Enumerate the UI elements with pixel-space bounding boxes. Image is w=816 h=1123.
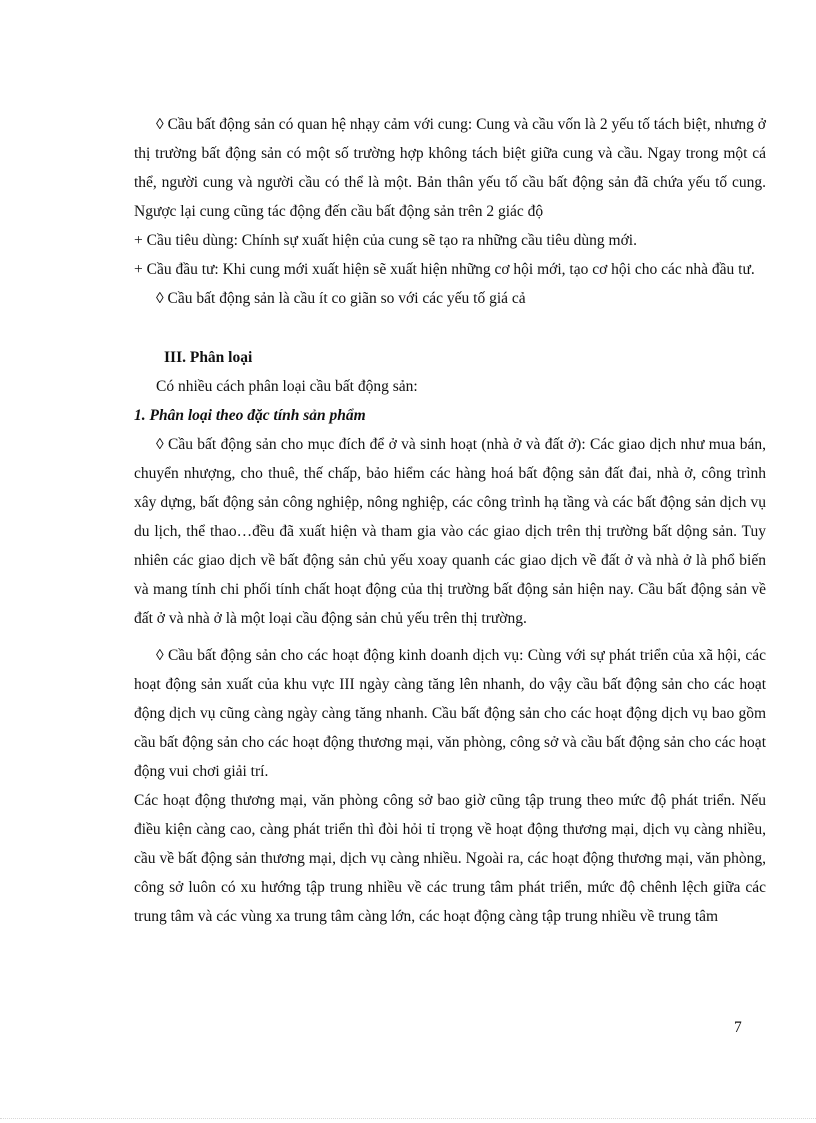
paragraph-commercial-activities: Các hoạt động thương mại, văn phòng công sở bao giờ cũng tập trung theo mức độ phát triển. Nếu điều kiện càng cao, càng phát triển thì đòi hỏi tỉ trọng về hoạt động thương mại, dịch vụ càng nhiều, cầu về bất động sản thương mại, dịch vụ càng nhiều. Ngoài ra, các hoạt động thương mại, văn phòng, công sở luôn có xu hướng tập trung nhiều về các trung tâm phát triển, mức độ chênh lệch giữa các trung tâm và các vùng xa trung tâm càng lớn, các hoạt động càng tập trung nhiều về trung tâm bbox=[134, 792, 766, 925]
paragraph-service-demand: ◊ Cầu bất động sản cho các hoạt động kinh doanh dịch vụ: Cùng với sự phát triển của xã hội, các hoạt động sản xuất của khu vực III ngày càng tăng lên nhanh, do vậy cầu bất động sản cho các hoạt động dịch vụ cũng càng ngày càng tăng nhanh. Cầu bất động sản cho các hoạt động dịch vụ bao gồm cầu bất động sản cho các hoạt động thương mại, văn phòng, công sở và cầu bất động sản cho các hoạt động vui chơi giải trí. bbox=[134, 647, 766, 780]
subsection-heading: 1. Phân loại theo đặc tính sản phẩm bbox=[134, 407, 366, 424]
section-intro: Có nhiều cách phân loại cầu bất động sản: bbox=[156, 378, 418, 395]
paragraph-sensitivity: ◊ Cầu bất động sản có quan hệ nhạy cảm với cung: Cung và cầu vốn là 2 yếu tố tách biệt, nhưng ở thị trường bất động sản có một số trường hợp không tách biệt giữa cung và cầu. Ngay trong một cá thể, người cung và người cầu có thể là một. Bản thân yếu tố cầu bất động sản đã chứa yếu tố cung. Ngược lại cung cũng tác động đến cầu bất động sản trên 2 giác độ bbox=[134, 116, 766, 220]
page-content bbox=[134, 110, 766, 931]
page-number: 7 bbox=[734, 1019, 742, 1036]
page-bottom-divider bbox=[0, 1118, 816, 1119]
paragraph-housing-demand: ◊ Cầu bất động sản cho mục đích để ở và sinh hoạt (nhà ở và đất ở): Các giao dịch như mua bán, chuyển nhượng, cho thuê, thế chấp, bảo hiểm các hàng hoá bất động sản đất đai, nhà ở, công trình xây dựng, bất động sản công nghiệp, nông nghiệp, các công trình hạ tầng và các bất động sản dịch vụ du lịch, thể thao…đều đã xuất hiện và tham gia vào các giao dịch trên thị trường bất dộng sản. Tuy nhiên các giao dịch về bất động sản chủ yếu xoay quanh các giao dịch về đất ở và nhà ở là phổ biến và mang tính chi phối tính chất hoạt động của thị trường bất động sản hiện nay. Cầu bất động sản về đất ở và nhà ở là một loại cầu động sản chủ yếu trên thị trường. bbox=[134, 436, 766, 627]
paragraph-investment-demand: + Cầu đầu tư: Khi cung mới xuất hiện sẽ xuất hiện những cơ hội mới, tạo cơ hội cho các nhà đầu tư. bbox=[134, 261, 755, 278]
paragraph-price-elasticity: ◊ Cầu bất động sản là cầu ít co giãn so với các yếu tố giá cả bbox=[156, 290, 526, 307]
paragraph-consumer-demand: + Cầu tiêu dùng: Chính sự xuất hiện của cung sẽ tạo ra những cầu tiêu dùng mới. bbox=[134, 232, 637, 249]
section-heading: III. Phân loại bbox=[164, 349, 253, 366]
